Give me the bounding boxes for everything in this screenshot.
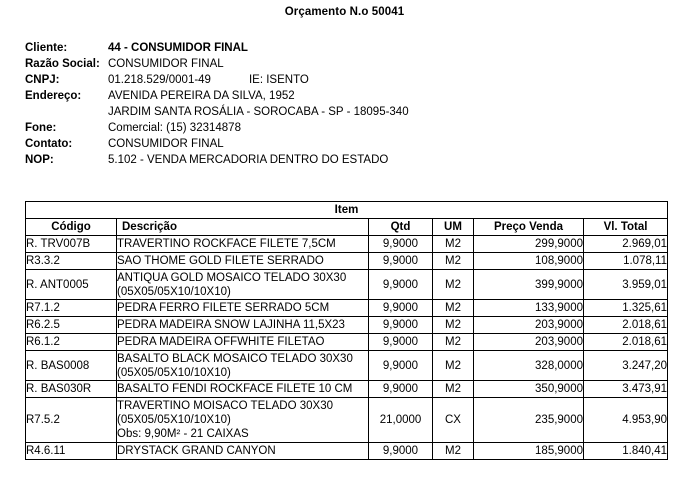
- descricao-line: (05X05/05X10/10X10): [117, 366, 231, 379]
- customer-info-row: [25, 106, 665, 122]
- cell-um: M2: [433, 334, 474, 351]
- cell-descricao: [117, 317, 369, 334]
- cell-um: M2: [433, 443, 474, 460]
- cell-qtd: 9,9000: [369, 270, 433, 300]
- descricao-line: TRAVERTINO ROCKFACE FILETE 7,5CM: [117, 238, 336, 250]
- cell-um: M2: [433, 300, 474, 317]
- customer-info-value: JARDIM SANTA ROSÁLIA - SOROCABA - SP - 18095-340: [108, 106, 409, 118]
- items-table-head: [26, 202, 668, 236]
- customer-info-row: [25, 154, 665, 170]
- descricao-line: Obs: 9,90M² - 21 CAIXAS: [117, 428, 249, 440]
- column-header-qtd: Qtd: [369, 219, 433, 236]
- cell-qtd: 9,9000: [369, 381, 433, 398]
- descricao-line: BASALTO FENDI ROCKFACE FILETE 10 CM: [117, 383, 353, 395]
- descricao-line: ANTIQUA GOLD MOSAICO TELADO 30X30: [117, 271, 347, 284]
- cell-um: M2: [433, 381, 474, 398]
- cell-qtd: 9,9000: [369, 351, 433, 381]
- cell-vl-total: 2.018,61: [584, 334, 668, 351]
- customer-info-value: CONSUMIDOR FINAL: [108, 138, 224, 150]
- descricao-line: (05X05/05X10/10X10): [117, 285, 231, 298]
- customer-info-label: Contato:: [25, 138, 73, 150]
- cell-vl-total: 3.473,91: [584, 381, 668, 398]
- cell-preco-venda: 203,9000: [474, 317, 584, 334]
- cell-um: M2: [433, 270, 474, 300]
- customer-info-row: [25, 138, 665, 154]
- cell-preco-venda: 350,9000: [474, 381, 584, 398]
- table-row: [26, 236, 668, 253]
- customer-info-label: Fone:: [25, 122, 57, 134]
- table-row: [26, 334, 668, 351]
- descricao-line: BASALTO BLACK MOSAICO TELADO 30X30: [117, 352, 353, 365]
- customer-info-row: [25, 58, 665, 74]
- column-header-vl-total: Vl. Total: [584, 219, 668, 236]
- cell-preco-venda: 203,9000: [474, 334, 584, 351]
- cell-vl-total: 1.325,61: [584, 300, 668, 317]
- items-table-body: [26, 236, 668, 460]
- cell-descricao: [117, 270, 369, 300]
- cell-um: M2: [433, 253, 474, 270]
- cell-descricao: [117, 236, 369, 253]
- customer-info-value-extra: IE: ISENTO: [248, 74, 309, 86]
- customer-info-label: NOP:: [25, 154, 54, 166]
- cell-preco-venda: 185,9000: [474, 443, 584, 460]
- cell-descricao: [117, 381, 369, 398]
- column-header-codigo: Código: [26, 219, 117, 236]
- cell-qtd: 9,9000: [369, 317, 433, 334]
- items-table-container: [25, 201, 667, 460]
- table-row: [26, 443, 668, 460]
- cell-codigo: R7.5.2: [26, 398, 117, 443]
- items-table-group-header: Item: [26, 202, 668, 219]
- table-row: [26, 317, 668, 334]
- customer-info-label: Razão Social:: [25, 58, 100, 70]
- cell-descricao: [117, 398, 369, 443]
- cell-vl-total: 4.953,90: [584, 398, 668, 443]
- table-row: [26, 351, 668, 381]
- cell-preco-venda: 108,9000: [474, 253, 584, 270]
- cell-um: M2: [433, 236, 474, 253]
- customer-info-value: 01.218.529/0001-49: [108, 74, 211, 86]
- cell-um: M2: [433, 351, 474, 381]
- customer-info-row: [25, 122, 665, 138]
- customer-info-label: CNPJ:: [25, 74, 60, 86]
- cell-qtd: 9,9000: [369, 236, 433, 253]
- cell-descricao: [117, 351, 369, 381]
- cell-um: M2: [433, 317, 474, 334]
- cell-preco-venda: 235,9000: [474, 398, 584, 443]
- cell-descricao: [117, 300, 369, 317]
- customer-info-value: Comercial: (15) 32314878: [108, 122, 241, 134]
- customer-info-row: [25, 90, 665, 106]
- table-row: [26, 270, 668, 300]
- descricao-line: PEDRA FERRO FILETE SERRADO 5CM: [117, 302, 330, 314]
- items-table-group-header-row: [26, 202, 668, 219]
- descricao-line: TRAVERTINO MOISACO TELADO 30X30: [117, 400, 334, 412]
- customer-info-row: [25, 42, 665, 58]
- cell-qtd: 9,9000: [369, 334, 433, 351]
- cell-codigo: R6.2.5: [26, 317, 117, 334]
- cell-codigo: R. BAS0008: [26, 351, 117, 381]
- descricao-line: (05X05/05X10/10X10): [117, 414, 231, 426]
- customer-info-value: 5.102 - VENDA MERCADORIA DENTRO DO ESTADO: [108, 154, 389, 166]
- customer-info-label: Endereço:: [25, 90, 82, 102]
- descricao-line: PEDRA MADEIRA OFFWHITE FILETAO: [117, 336, 325, 348]
- customer-info-value: 44 - CONSUMIDOR FINAL: [108, 42, 248, 54]
- cell-preco-venda: 328,0000: [474, 351, 584, 381]
- cell-descricao: [117, 443, 369, 460]
- page-title: Orçamento N.o 50041: [284, 6, 405, 18]
- customer-info-row: [25, 74, 665, 90]
- descricao-line: SAO THOME GOLD FILETE SERRADO: [117, 255, 324, 267]
- customer-info-value: CONSUMIDOR FINAL: [108, 58, 224, 70]
- cell-preco-venda: 133,9000: [474, 300, 584, 317]
- cell-vl-total: 1.840,41: [584, 443, 668, 460]
- column-header-um: UM: [433, 219, 474, 236]
- column-header-descricao: Descrição: [117, 219, 369, 236]
- table-row: [26, 253, 668, 270]
- cell-descricao: [117, 253, 369, 270]
- cell-vl-total: 2.018,61: [584, 317, 668, 334]
- column-header-preco-venda: Preço Venda: [474, 219, 584, 236]
- cell-codigo: R4.6.11: [26, 443, 117, 460]
- cell-descricao: [117, 334, 369, 351]
- cell-vl-total: 2.969,01: [584, 236, 668, 253]
- table-row: [26, 381, 668, 398]
- cell-vl-total: 3.247,20: [584, 351, 668, 381]
- cell-codigo: R7.1.2: [26, 300, 117, 317]
- items-table-header-row: [26, 219, 668, 236]
- customer-info-label: Cliente:: [25, 42, 68, 54]
- cell-vl-total: 3.959,01: [584, 270, 668, 300]
- cell-codigo: R3.3.2: [26, 253, 117, 270]
- cell-codigo: R6.1.2: [26, 334, 117, 351]
- items-table: [25, 201, 668, 460]
- cell-preco-venda: 399,9000: [474, 270, 584, 300]
- descricao-line: DRYSTACK GRAND CANYON: [117, 445, 276, 457]
- cell-qtd: 9,9000: [369, 443, 433, 460]
- cell-preco-venda: 299,9000: [474, 236, 584, 253]
- cell-qtd: 9,9000: [369, 300, 433, 317]
- cell-vl-total: 1.078,11: [584, 253, 668, 270]
- cell-qtd: 9,9000: [369, 253, 433, 270]
- descricao-line: PEDRA MADEIRA SNOW LAJINHA 11,5X23: [117, 319, 345, 331]
- cell-qtd: 21,0000: [369, 398, 433, 443]
- cell-codigo: R. TRV007B: [26, 236, 117, 253]
- cell-codigo: R. ANT0005: [26, 270, 117, 300]
- table-row: [26, 300, 668, 317]
- table-row: [26, 398, 668, 443]
- cell-um: CX: [433, 398, 474, 443]
- cell-codigo: R. BAS030R: [26, 381, 117, 398]
- customer-info-block: [25, 42, 665, 170]
- customer-info-value: AVENIDA PEREIRA DA SILVA, 1952: [108, 90, 295, 102]
